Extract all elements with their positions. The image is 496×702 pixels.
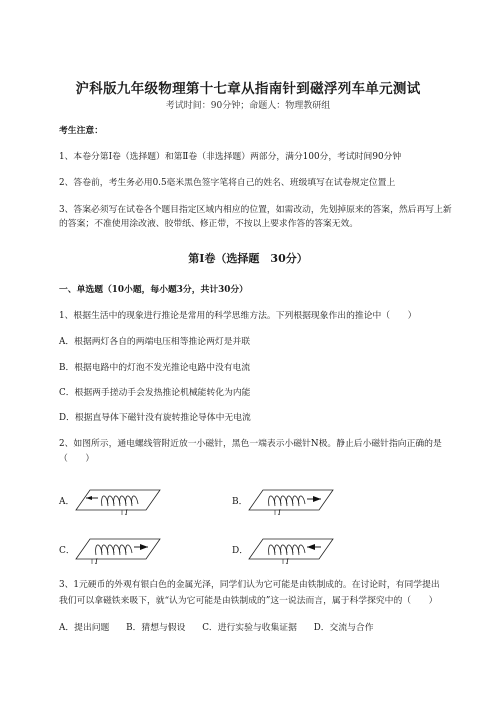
q2-figure-b: [245, 486, 335, 516]
q1-option-c: C．根据两手搓动手会发热推论机械能转化为内能: [59, 388, 251, 398]
section-title: 第Ⅰ卷（选择题 30分）: [188, 252, 308, 265]
q1-option-a: A．根据两灯各自的两端电压相等推论两灯是并联: [59, 337, 251, 347]
notice-heading: 考生注意：: [59, 126, 103, 136]
part-heading: 一、单选题（10小题，每小题3分，共计30分）: [59, 285, 248, 295]
q2-a-current-label: I: [125, 509, 128, 517]
q2-option-a-label: A．: [59, 497, 75, 507]
q2-figure-d: [245, 535, 335, 565]
q2-option-c-label: C．: [59, 546, 75, 556]
q3-option-a: A．提出问题: [59, 623, 110, 633]
notice-3: 3、答案必须写在试卷各个题目指定区域内相应的位置，如需改动，先划掉原来的答案，然后再写上新: [59, 205, 452, 215]
q3-options: [59, 620, 459, 633]
q3-option-c: C．进行实验与收集证据: [202, 623, 297, 633]
notice-1: 1、本卷分第Ⅰ卷（选择题）和第Ⅱ卷（非选择题）两部分，满分100分，考试时间90分钟: [59, 152, 402, 162]
q1-option-b: B．根据电路中的灯泡不发光推论电路中没有电流: [59, 363, 251, 373]
notice-2: 2、答卷前，考生务必用0.5毫米黑色签字笔将自己的姓名、班级填写在试卷规定位置上: [59, 178, 396, 188]
exam-title: 沪科版九年级物理第十七章从指南针到磁浮列车单元测试: [75, 81, 421, 97]
exam-subtitle: 考试时间：90分钟；命题人：物理教研组: [165, 101, 331, 111]
q2-c-current-label: I: [95, 558, 98, 566]
q2-d-current-label: I: [286, 558, 289, 566]
q2-figure-c: [72, 535, 162, 565]
q3-stem: 3、1元硬币的外观有银白色的金属光泽，同学们认为它可能是由铁制成的。在讨论时，有同学提出: [59, 580, 440, 590]
q2-stem-cont: （ ）: [59, 454, 95, 464]
q1-stem: 1、根据生活中的现象进行推论是常用的科学思维方法。下列根据现象作出的推论中（ ）: [59, 311, 417, 321]
q2-option-d-label: D．: [232, 546, 249, 556]
q2-stem: 2、如图所示，通电螺线管附近放一小磁针，黑色一端表示小磁针N极。静止后小磁针指向正确的是: [59, 439, 442, 449]
q3-option-b: B．猜想与假设: [126, 623, 186, 633]
q2-figure-a: [72, 486, 162, 516]
q2-b-current-label: I: [278, 509, 281, 517]
notice-3-cont: 的答案；不准使用涂改液、胶带纸、修正带，不按以上要求作答的答案无效。: [59, 219, 359, 229]
q3-option-d: D．交流与合作: [313, 623, 374, 633]
q3-stem-cont: 我们可以拿磁铁来吸下，就“认为它可能是由铁制成的”这一说法而言，属于科学探究中的（ ）: [59, 596, 438, 606]
q1-option-d: D．根据直导体下磁针没有旋转推论导体中无电流: [59, 413, 251, 423]
q2-option-b-label: B．: [232, 497, 248, 507]
